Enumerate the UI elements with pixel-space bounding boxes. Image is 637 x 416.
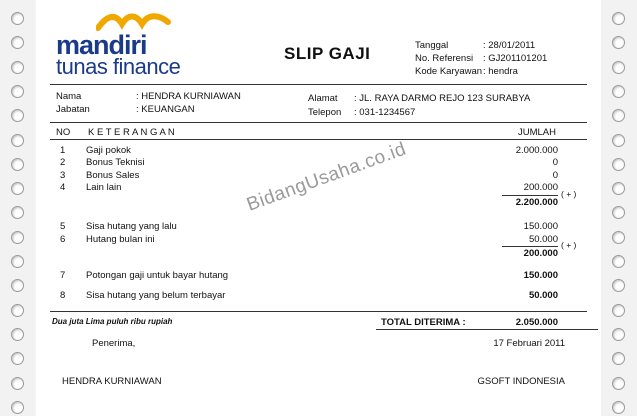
row-desc: Sisa hutang yang belum terbayar [86, 290, 226, 301]
logo-text-tunas-finance: tunas finance [56, 54, 181, 79]
tractor-hole-icon [11, 182, 24, 195]
penerima-label: Penerima, [92, 338, 136, 349]
tractor-hole-icon [11, 158, 24, 171]
row-desc: Bonus Teknisi [86, 157, 145, 168]
row-no: 8 [60, 290, 66, 301]
subtotal-2: 200.000 [523, 248, 558, 259]
plus-sign: ( + ) [561, 189, 577, 199]
tractor-hole-icon [612, 61, 625, 74]
row-no: 6 [60, 234, 66, 245]
watermark-text: BidangUsaha.co.id [244, 138, 410, 216]
tractor-hole-icon [612, 352, 625, 365]
slip-date: 17 Februari 2011 [493, 338, 565, 349]
tractor-hole-icon [612, 206, 625, 219]
tractor-hole-icon [612, 36, 625, 49]
alamat-label: Alamat [308, 93, 338, 104]
tractor-hole-icon [612, 255, 625, 268]
tanggal-label: Tanggal [415, 40, 449, 51]
col-header-jumlah: JUMLAH [518, 127, 557, 138]
tractor-hole-icon [612, 377, 625, 390]
terbilang-text: Dua juta Lima puluh ribu rupiah [52, 317, 173, 326]
kode-value: : hendra [483, 66, 518, 77]
tractor-hole-icon [11, 231, 24, 244]
total-underline [376, 329, 598, 330]
row-amount: 150.000 [523, 221, 558, 232]
subtotal-1: 2.200.000 [515, 197, 558, 208]
row-desc: Hutang bulan ini [86, 234, 155, 245]
ref-label: No. Referensi [415, 53, 474, 64]
jabatan-label: Jabatan [56, 104, 90, 115]
kode-label: Kode Karyawan [415, 66, 483, 77]
tractor-hole-icon [612, 279, 625, 292]
right-tractor-strip [600, 0, 637, 416]
tractor-hole-icon [11, 61, 24, 74]
row-amount: 150.000 [523, 270, 558, 281]
tractor-hole-icon [11, 255, 24, 268]
tractor-hole-icon [11, 328, 24, 341]
jabatan-value: : KEUANGAN [136, 104, 195, 115]
tractor-hole-icon [11, 134, 24, 147]
tractor-hole-icon [11, 36, 24, 49]
tractor-hole-icon [612, 109, 625, 122]
row-no: 7 [60, 270, 66, 281]
left-tractor-strip [0, 0, 37, 416]
tractor-hole-icon [11, 401, 24, 414]
row-no: 5 [60, 221, 66, 232]
tractor-hole-icon [612, 231, 625, 244]
total-label: TOTAL DITERIMA : [381, 317, 466, 328]
tractor-hole-icon [612, 158, 625, 171]
row-amount: 0 [552, 170, 558, 181]
tractor-hole-icon [612, 304, 625, 317]
row-amount: 200.000 [523, 182, 558, 193]
row-amount: 50.000 [528, 290, 558, 301]
alamat-value: : JL. RAYA DARMO REJO 123 SURABYA [354, 93, 531, 104]
tractor-hole-icon [11, 377, 24, 390]
divider-header [50, 84, 587, 85]
tractor-hole-icon [11, 279, 24, 292]
plus-sign: ( + ) [561, 240, 577, 250]
tractor-hole-icon [11, 352, 24, 365]
company-name: GSOFT INDONESIA [477, 376, 565, 387]
telepon-label: Telepon [308, 107, 342, 118]
tanggal-value: : 28/01/2011 [483, 40, 536, 51]
row-desc: Sisa hutang yang lalu [86, 221, 177, 232]
salary-slip-paper [36, 0, 601, 416]
tractor-hole-icon [11, 304, 24, 317]
tractor-hole-icon [612, 328, 625, 341]
row-no: 3 [60, 170, 66, 181]
row-no: 2 [60, 157, 66, 168]
nama-value: : HENDRA KURNIAWAN [136, 91, 241, 102]
tractor-hole-icon [612, 182, 625, 195]
row-amount: 50.000 [528, 234, 558, 245]
divider-info [50, 122, 587, 123]
telepon-value: : 031-1234567 [354, 107, 416, 118]
tractor-hole-icon [11, 85, 24, 98]
row-desc: Gaji pokok [86, 145, 131, 156]
row-desc: Lain lain [86, 182, 122, 193]
row-no: 1 [60, 145, 66, 156]
col-header-keterangan: K E T E R A N G A N [88, 127, 175, 138]
tractor-hole-icon [612, 401, 625, 414]
nama-label: Nama [56, 91, 82, 102]
divider-table-bottom [50, 311, 587, 312]
tractor-hole-icon [612, 12, 625, 25]
tractor-hole-icon [11, 206, 24, 219]
logo-text-mandiri: mandiri [56, 30, 147, 60]
col-header-no: NO [56, 127, 71, 138]
subtotal-line [502, 246, 558, 247]
divider-table-header [50, 139, 587, 140]
mandiri-wave-logo-icon [96, 10, 176, 32]
tractor-hole-icon [11, 12, 24, 25]
row-desc: Bonus Sales [86, 170, 140, 181]
row-desc: Potongan gaji untuk bayar hutang [86, 270, 229, 281]
tractor-hole-icon [612, 85, 625, 98]
row-amount: 2.000.000 [515, 145, 558, 156]
row-amount: 0 [552, 157, 558, 168]
tractor-hole-icon [11, 109, 24, 122]
slip-title: SLIP GAJI [284, 44, 371, 63]
tractor-hole-icon [612, 134, 625, 147]
row-no: 4 [60, 182, 66, 193]
subtotal-line [502, 195, 558, 196]
penerima-name: HENDRA KURNIAWAN [62, 376, 162, 387]
total-value: 2.050.000 [515, 317, 558, 328]
ref-value: : GJ201101201 [483, 53, 548, 64]
